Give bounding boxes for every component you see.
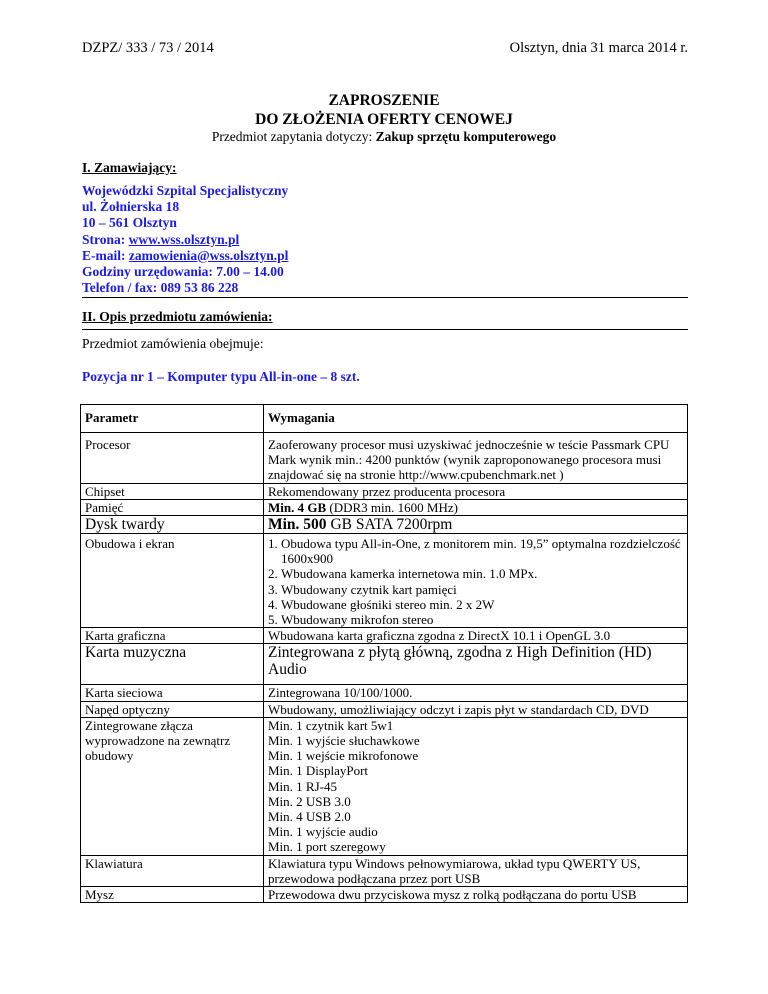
param-dysk: Dysk twardy [81, 516, 264, 534]
section1-heading: I. Zamawiający: [82, 160, 177, 175]
title-line2: DO ZŁOŻENIA OFERTY CENOWEJ [255, 111, 513, 128]
table-row [81, 717, 688, 855]
document-reference: DZPZ/ 333 / 73 / 2014 [82, 40, 214, 56]
req-pamiec-rest: (DDR3 min. 1600 MHz) [326, 499, 458, 515]
list-item: Min. 2 USB 3.0 [268, 793, 351, 809]
buyer-www-row [82, 232, 288, 248]
table-row [81, 855, 688, 886]
section2-heading: II. Opis przedmiotu zamówienia: [82, 309, 273, 324]
param-mysz: Mysz [81, 887, 264, 903]
req-dysk-rest: GB SATA 7200rpm [326, 516, 453, 534]
req-muzyka: Zintegrowana z płytą główną, zgodna z High Definition (HD) Audio [264, 644, 688, 685]
table-row [81, 483, 688, 499]
param-obudowa: Obudowa i ekran [81, 534, 264, 628]
param-muzyka: Karta muzyczna [81, 644, 264, 685]
list-item: Min. 1 wejście mikrofonowe [268, 748, 419, 764]
req-grafika: Wbudowana karta graficzna zgodna z DirectX 10.1 i OpenGL 3.0 [264, 628, 688, 644]
req-procesor: Zaoferowany procesor musi uzyskiwać jednocześnie w teście Passmark CPU Mark wynik min.: 4200 punktów (wynik zaproponowanego procesora musi znajdować się na stronie http://www.cpubenchmark.net ) [264, 433, 688, 484]
table-row [81, 516, 688, 534]
place-date: Olsztyn, dnia 31 marca 2014 r. [509, 40, 688, 56]
list-item: Min. 1 czytnik kart 5w1 [268, 717, 394, 733]
param-grafika: Karta graficzna [81, 628, 264, 644]
buyer-www-label: Strona: [82, 231, 126, 247]
divider-rule [82, 297, 688, 298]
req-zlacza [264, 717, 688, 855]
section2-intro: Przedmiot zamówienia obejmuje: [82, 336, 264, 351]
buyer-city: 10 – 561 Olsztyn [82, 215, 177, 231]
param-chipset: Chipset [81, 483, 264, 499]
buyer-www-link[interactable]: www.wss.olsztyn.pl [128, 231, 240, 247]
table-row [81, 534, 688, 628]
table-row [81, 644, 688, 685]
req-dysk [264, 516, 688, 534]
list-item: 5. Wbudowany mikrofon stereo [281, 612, 683, 627]
buyer-block [82, 183, 288, 296]
param-siec: Karta sieciowa [81, 685, 264, 701]
list-item: Min. 1 wyjście słuchawkowe [268, 733, 420, 749]
table-row [81, 433, 688, 484]
table-row [81, 685, 688, 701]
col-header-param: Parametr [81, 405, 264, 433]
param-procesor: Procesor [81, 433, 264, 484]
list-item: Min. 1 port szeregowy [268, 839, 386, 855]
buyer-email-row [82, 248, 288, 264]
param-klawiatura: Klawiatura [81, 855, 264, 886]
buyer-email-link[interactable]: zamowienia@wss.olsztyn.pl [128, 247, 289, 263]
table-row [81, 887, 688, 903]
title-line1: ZAPROSZENIE [328, 92, 440, 109]
req-dysk-bold: Min. 500 [268, 516, 327, 534]
buyer-phone: Telefon / fax: 089 53 86 228 [82, 280, 239, 296]
requirements-table [80, 404, 688, 903]
buyer-email-label: E-mail: [82, 247, 126, 263]
subject-line [0, 129, 768, 145]
position-title: Pozycja nr 1 – Komputer typu All-in-one – 8 szt. [82, 369, 360, 384]
req-chipset: Rekomendowany przez producenta procesora [264, 483, 688, 499]
col-header-req: Wymagania [264, 405, 688, 433]
table-row [81, 499, 688, 515]
req-naped: Wbudowany, umożliwiający odczyt i zapis płyt w standardach CD, DVD [264, 701, 688, 717]
list-item: 4. Wbudowane głośniki stereo min. 2 x 2W [281, 597, 683, 612]
list-item: Min. 4 USB 2.0 [268, 809, 351, 825]
subject-label: Przedmiot zapytania dotyczy: [211, 129, 373, 144]
req-pamiec-bold: Min. 4 GB [268, 499, 327, 515]
buyer-name: Wojewódzki Szpital Specjalistyczny [82, 183, 289, 198]
list-item: 3. Wbudowany czytnik kart pamięci [281, 582, 683, 597]
param-zlacza: Zintegrowane złącza wyprowadzone na zewnątrz obudowy [81, 717, 264, 855]
req-siec: Zintegrowana 10/100/1000. [264, 685, 688, 701]
table-row [81, 701, 688, 717]
list-item: Min. 1 DisplayPort [268, 763, 369, 779]
buyer-hours: Godziny urzędowania: 7.00 – 14.00 [82, 264, 284, 280]
list-item: 1. Obudowa typu All-in-One, z monitorem min. 19,5” optymalna rozdzielczość 1600x900 [281, 536, 683, 566]
req-mysz: Przewodowa dwu przyciskowa mysz z rolką podłączana do portu USB [264, 887, 688, 903]
param-naped: Napęd optyczny [81, 701, 264, 717]
divider-rule [82, 329, 688, 330]
obudowa-list [268, 536, 683, 627]
req-klawiatura: Klawiatura typu Windows pełnowymiarowa, układ typu QWERTY US, przewodowa podłączana przez port USB [264, 855, 688, 886]
param-pamiec: Pamięć [81, 499, 264, 515]
list-item: Min. 1 wyjście audio [268, 824, 378, 840]
req-obudowa [264, 534, 688, 628]
subject-value: Zakup sprzętu komputerowego [375, 129, 557, 144]
req-pamiec [264, 499, 688, 515]
buyer-street: ul. Żołnierska 18 [82, 199, 180, 215]
table-header-row [81, 405, 688, 433]
list-item: 2. Wbudowana kamerka internetowa min. 1.0 MPx. [281, 566, 683, 581]
table-row [81, 628, 688, 644]
list-item: Min. 1 RJ-45 [268, 778, 337, 794]
